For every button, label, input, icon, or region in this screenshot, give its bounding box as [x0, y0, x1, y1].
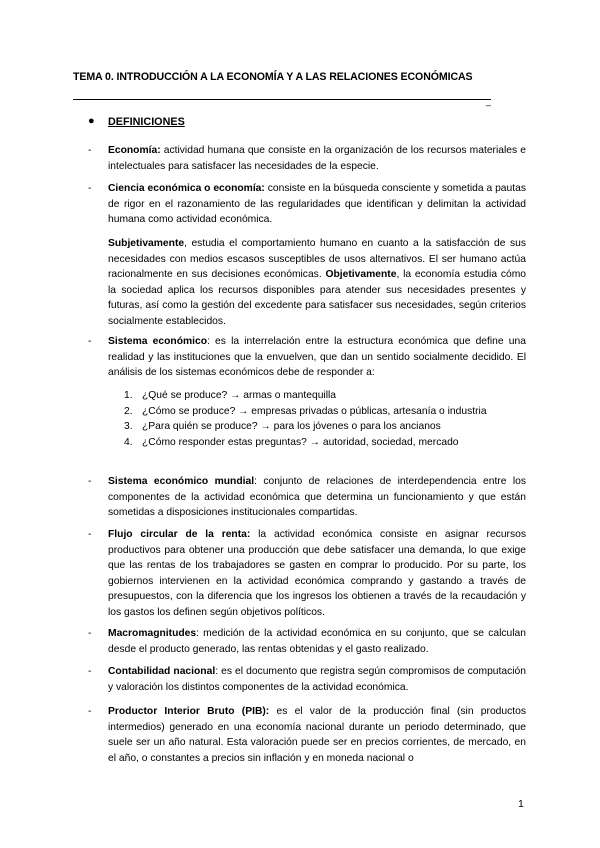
paragraph-text: , estudia el comportamiento humano en cuanto a la satisfacción de sus necesidades con medios escasos susceptibles de usos alternativos. El ser humano actúa racionalmente en sus decisiones económicas.: [108, 238, 526, 280]
item-text: ¿Qué se produce? → armas o mantequilla: [142, 390, 337, 401]
definition-text: actividad humana que consiste en la organización de los recursos materiales e intelectuales para satisfacer las necesidades de la especie.: [108, 145, 526, 172]
definition-text: la actividad económica consiste en asignar recursos productivos para obtener una producción que debe satisfacer una demanda, lo que exige que las rentas de los trabajadores se gasten en comprar lo producido. Por su parte, los gobiernos intervienen en la actividad económica comprando y gastando a través de presupuestos, con la diferencia que los ingresos los obtienen a través de la recaudación y los gastos los definen según objetivos políticos.: [108, 529, 527, 618]
definition-term: Sistema económico: [108, 336, 208, 347]
definition-flujo-circular: [88, 527, 526, 620]
definition-sistema-mundial: [88, 474, 526, 521]
item-number: 4.: [124, 436, 133, 448]
definition-text: es el valor de la producción final (sin productos intermedios) generado en una economía nacional durante un periodo determinado, que suele ser un año natural. Esta valoración puede ser en precios corrientes, de mercado, en el año, o constantes a precios sin inflación y en moneda nacional o: [108, 706, 527, 764]
document-title: TEMA 0. INTRODUCCIÓN A LA ECONOMÍA Y A LAS RELACIONES ECONÓMICAS: [73, 71, 473, 83]
section-label: DEFINICIONES: [108, 116, 185, 128]
paragraph-text: , la economía estudia cómo la sociedad aplica los recursos disponibles para atender sus necesidades presentes y futuras, así como la gestión del excedente para satisfacer sus necesidades, según criterios socialmente establecidos.: [108, 269, 526, 327]
list-dash: -: [88, 336, 92, 347]
title-underline: [73, 99, 491, 100]
questions-list: [124, 388, 487, 450]
bullet-icon: ●: [88, 115, 95, 127]
item-number: 1.: [124, 390, 133, 401]
underline-end-dash: _: [486, 96, 492, 106]
list-dash: -: [88, 183, 92, 194]
definition-economia: [88, 143, 526, 174]
definition-term: Ciencia económica o economía:: [108, 183, 265, 194]
list-item: [124, 404, 487, 420]
definition-term: Economía:: [108, 145, 161, 156]
list-dash: -: [88, 476, 92, 487]
term-subjetivamente: Subjetivamente: [108, 238, 185, 249]
definition-macromagnitudes: [88, 626, 526, 657]
definition-term: Macromagnitudes: [108, 628, 197, 639]
definition-pib: [88, 704, 526, 766]
page-number: 1: [518, 798, 524, 810]
list-item: [124, 388, 487, 404]
item-text: ¿Para quién se produce? → para los jóvenes o para los ancianos: [142, 421, 441, 432]
term-objetivamente: Objetivamente: [325, 269, 397, 280]
item-number: 2.: [124, 405, 133, 417]
item-text: ¿Cómo responder estas preguntas? → autoridad, sociedad, mercado: [142, 436, 459, 448]
definition-text: : conjunto de relaciones de interdependencia entre los componentes de la actividad económica que determina un funcionamiento y que están sometidas a disposiciones institucionales compartidas.: [108, 476, 526, 518]
definition-term: Productor Interior Bruto (PIB):: [108, 706, 270, 717]
definition-term: Sistema económico mundial: [108, 476, 255, 487]
definition-ciencia-economica: [88, 181, 526, 228]
definition-text: : es el documento que registra según compromisos de computación y valoración los distintos componentes de la actividad económica.: [108, 666, 527, 693]
list-dash: -: [88, 628, 92, 639]
subjective-objective-paragraph: [108, 236, 526, 329]
definition-term: Flujo circular de la renta:: [108, 529, 251, 540]
definition-text: consiste en la búsqueda consciente y sometida a pautas de rigor en el razonamiento de las regularidades que identifican y delimitan la actividad humana como actividad económica.: [108, 183, 526, 225]
definition-sistema-economico: [88, 334, 526, 381]
item-text: ¿Cómo se produce? → empresas privadas o públicas, artesanía o industria: [142, 405, 487, 417]
list-item: [124, 435, 487, 451]
definition-term: Contabilidad nacional: [108, 666, 216, 677]
item-number: 3.: [124, 421, 133, 432]
list-item: [124, 419, 487, 435]
definition-text: : es la interrelación entre la estructura económica que define una realidad y las instituciones que la envuelven, que dan un sentido socialmente decidido. El análisis de los sistemas económicos debe de responder a:: [108, 336, 526, 378]
list-dash: -: [88, 145, 92, 156]
definition-contabilidad-nacional: [88, 664, 526, 695]
list-dash: -: [88, 666, 92, 677]
list-dash: -: [88, 529, 92, 540]
definition-text: : medición de la actividad económica en su conjunto, que se calculan desde el producto generado, las rentas obtenidas y el gasto realizado.: [108, 628, 526, 655]
list-dash: -: [88, 706, 92, 717]
